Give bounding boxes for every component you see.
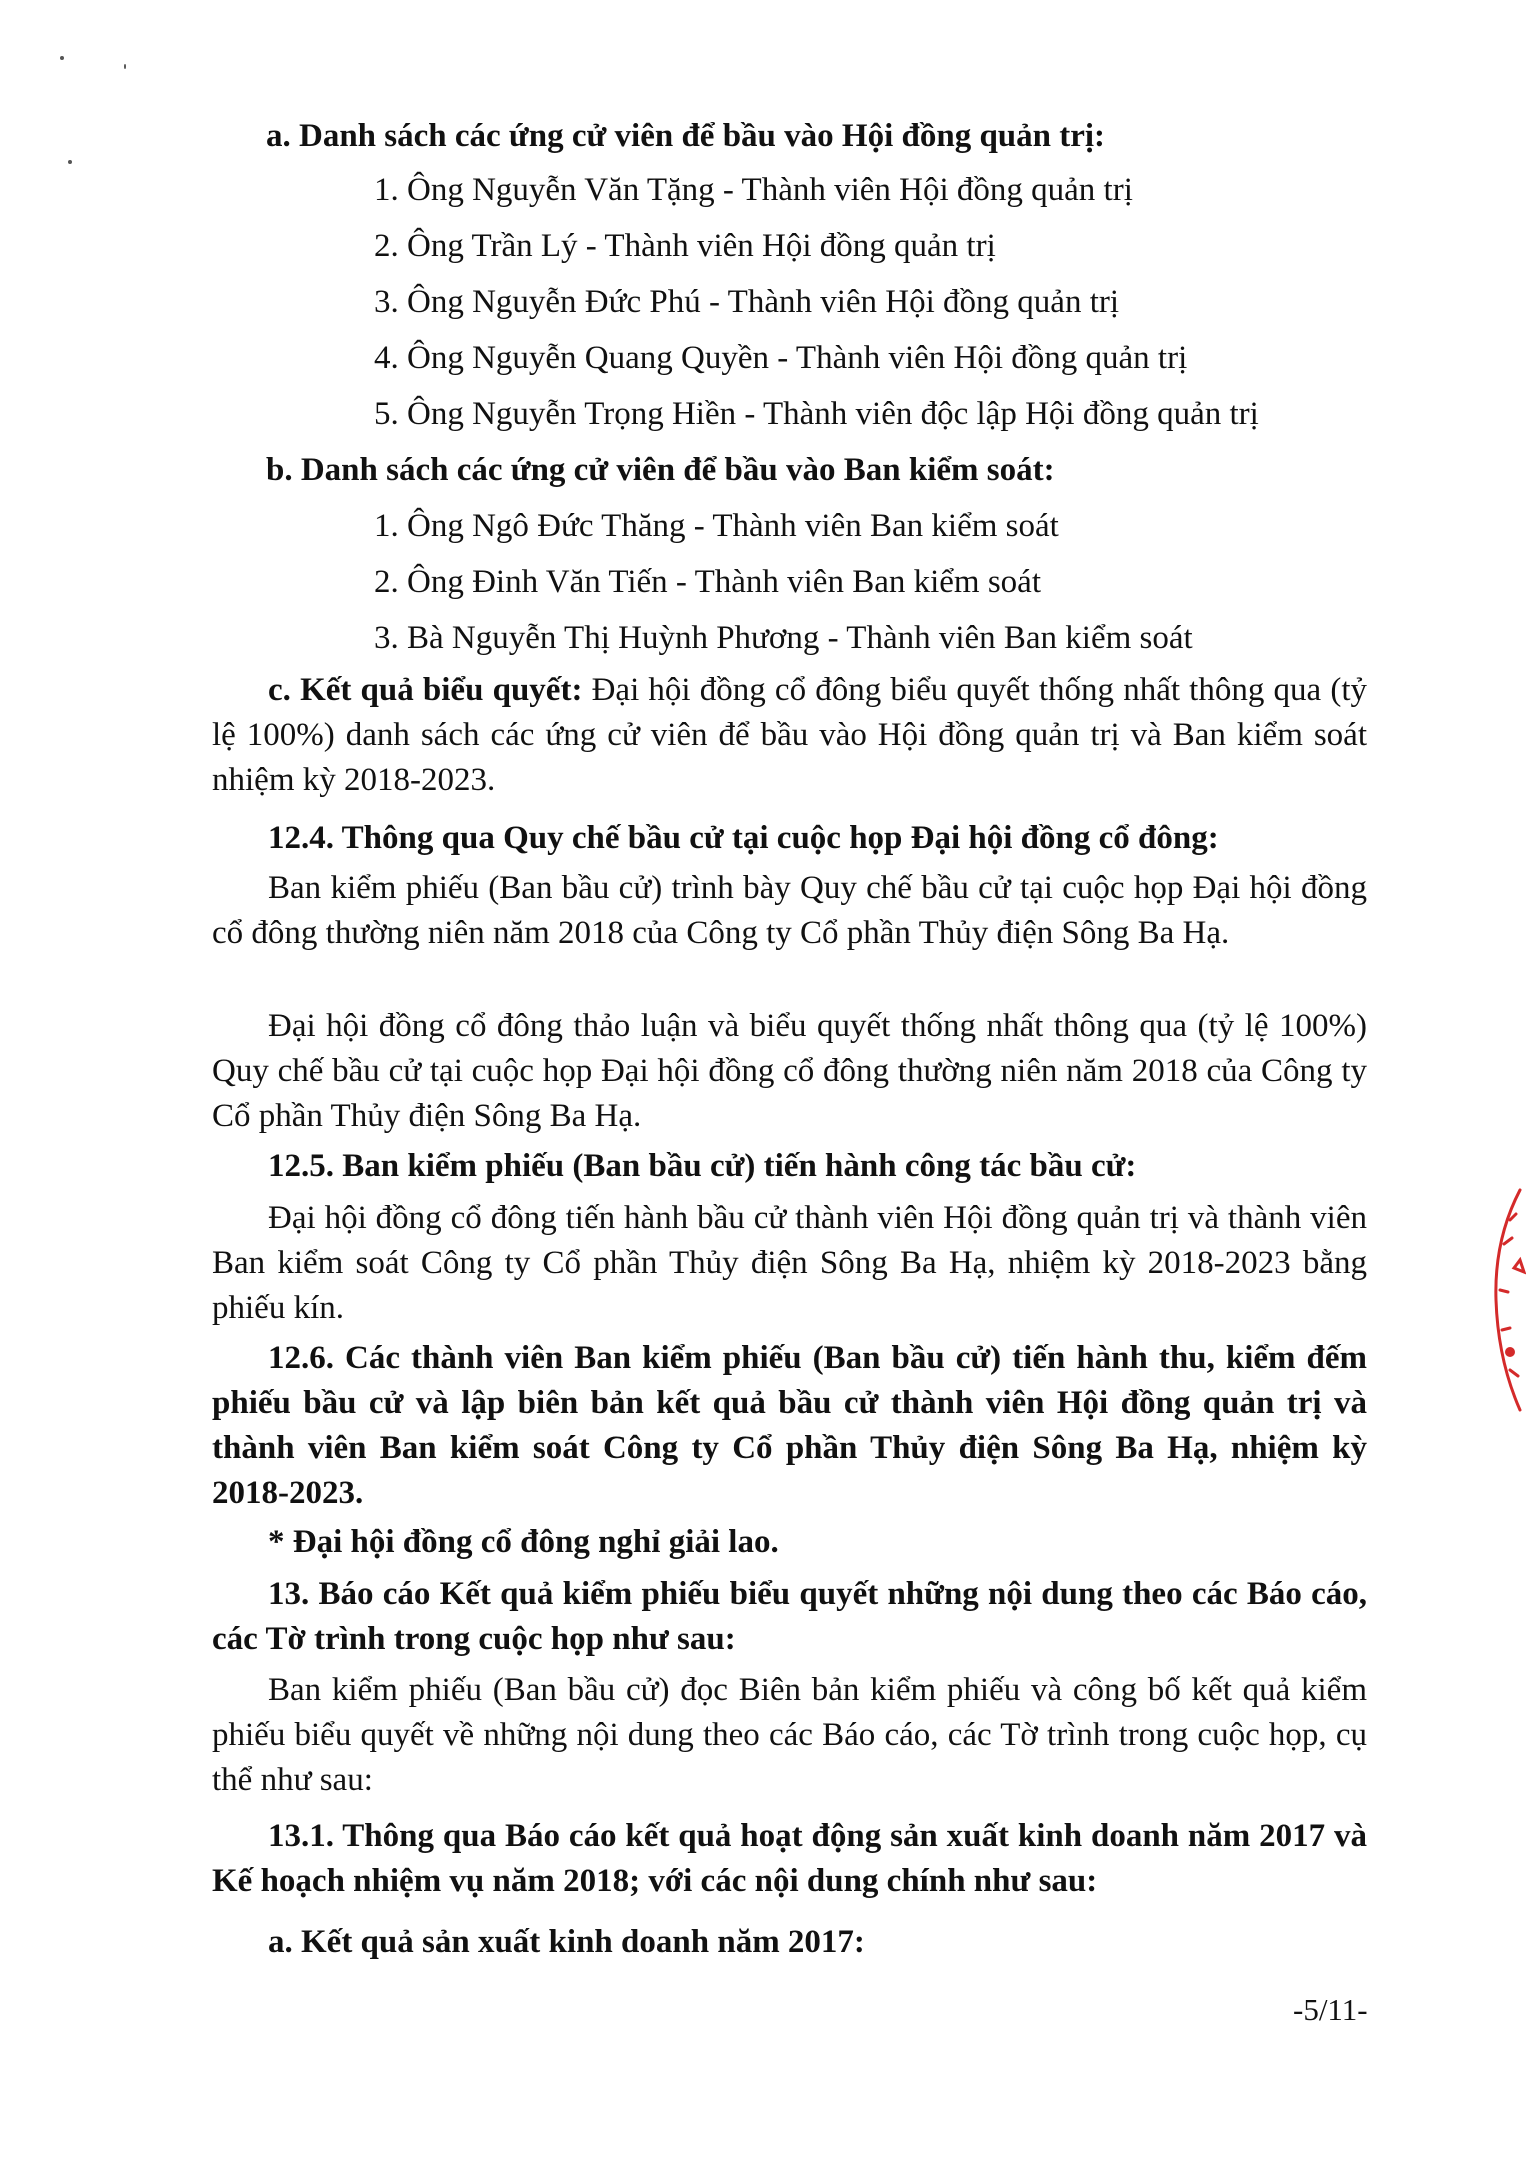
section-c-label: c. Kết quả biểu quyết: bbox=[268, 672, 583, 708]
section-12-4-heading: 12.4. Thông qua Quy chế bầu cử tại cuộc họp Đại hội đồng cổ đông: bbox=[268, 820, 1219, 856]
section-12-4-paragraph-2: Đại hội đồng cổ đông thảo luận và biểu quyết thống nhất thông qua (tỷ lệ 100%) Quy chế bầu cử tại cuộc họp Đại hội đồng cổ đông thường niên năm 2018 của Công ty Cổ phần Thủy điện Sông Ba Hạ. bbox=[212, 1008, 1367, 1134]
section-c-text: Đại hội đồng cổ đông biểu quyết thống nhất thông qua (tỷ lệ 100%) danh sách các ứng cử viên để bầu vào Hội đồng quản trị và Ban kiểm soát nhiệm kỳ 2018-2023. bbox=[212, 672, 1367, 798]
board-candidate-item: 4. Ông Nguyễn Quang Quyền - Thành viên Hội đồng quản trị bbox=[374, 340, 1188, 376]
section-c-paragraph bbox=[212, 668, 1367, 803]
red-stamp-fragment bbox=[1480, 1180, 1526, 1420]
scan-speck bbox=[124, 64, 126, 69]
section-13-1-sub-a: a. Kết quả sản xuất kinh doanh năm 2017: bbox=[268, 1924, 865, 1960]
board-candidate-item: 2. Ông Trần Lý - Thành viên Hội đồng quản trị bbox=[374, 228, 996, 264]
section-12-4-paragraph-1: Ban kiểm phiếu (Ban bầu cử) trình bày Quy chế bầu cử tại cuộc họp Đại hội đồng cổ đông thường niên năm 2018 của Công ty Cổ phần Thủy điện Sông Ba Hạ. bbox=[212, 870, 1367, 951]
section-13-heading: 13. Báo cáo Kết quả kiểm phiếu biểu quyết những nội dung theo các Báo cáo, các Tờ trình trong cuộc họp như sau: bbox=[212, 1576, 1367, 1657]
section-a-heading: a. Danh sách các ứng cử viên để bầu vào Hội đồng quản trị: bbox=[266, 118, 1106, 154]
section-12-5-heading: 12.5. Ban kiểm phiếu (Ban bầu cử) tiến hành công tác bầu cử: bbox=[268, 1148, 1137, 1184]
supervisory-candidate-item: 3. Bà Nguyễn Thị Huỳnh Phương - Thành viên Ban kiểm soát bbox=[374, 620, 1193, 656]
board-candidate-item: 3. Ông Nguyễn Đức Phú - Thành viên Hội đồng quản trị bbox=[374, 284, 1120, 320]
stamp-fragment-graphic bbox=[1480, 1180, 1526, 1420]
section-13-paragraph: Ban kiểm phiếu (Ban bầu cử) đọc Biên bản kiểm phiếu và công bố kết quả kiểm phiếu biểu quyết về những nội dung theo các Báo cáo, các Tờ trình trong cuộc họp, cụ thể như sau: bbox=[212, 1672, 1367, 1798]
section-13-1-heading: 13.1. Thông qua Báo cáo kết quả hoạt động sản xuất kinh doanh năm 2017 và Kế hoạch nhiệm vụ năm 2018; với các nội dung chính như sau: bbox=[212, 1818, 1367, 1899]
section-12-5-paragraph: Đại hội đồng cổ đông tiến hành bầu cử thành viên Hội đồng quản trị và thành viên Ban kiểm soát Công ty Cổ phần Thủy điện Sông Ba Hạ, nhiệm kỳ 2018-2023 bằng phiếu kín. bbox=[212, 1200, 1367, 1326]
supervisory-candidate-item: 1. Ông Ngô Đức Thăng - Thành viên Ban kiểm soát bbox=[374, 508, 1059, 544]
board-candidate-item: 5. Ông Nguyễn Trọng Hiền - Thành viên độc lập Hội đồng quản trị bbox=[374, 396, 1259, 432]
board-candidate-item: 1. Ông Nguyễn Văn Tặng - Thành viên Hội đồng quản trị bbox=[374, 172, 1133, 208]
supervisory-candidate-item: 2. Ông Đinh Văn Tiến - Thành viên Ban kiểm soát bbox=[374, 564, 1041, 600]
scan-speck bbox=[60, 56, 64, 60]
page-number: -5/11- bbox=[1293, 1992, 1368, 2027]
scan-speck bbox=[68, 160, 72, 164]
section-12-6-paragraph: 12.6. Các thành viên Ban kiểm phiếu (Ban bầu cử) tiến hành thu, kiểm đếm phiếu bầu cử và lập biên bản kết quả bầu cử thành viên Hội đồng quản trị và thành viên Ban kiểm soát Công ty Cổ phần Thủy điện Sông Ba Hạ, nhiệm kỳ 2018-2023. bbox=[212, 1340, 1367, 1511]
section-b-heading: b. Danh sách các ứng cử viên để bầu vào Ban kiểm soát: bbox=[266, 452, 1055, 488]
break-note: * Đại hội đồng cổ đông nghỉ giải lao. bbox=[268, 1524, 779, 1560]
